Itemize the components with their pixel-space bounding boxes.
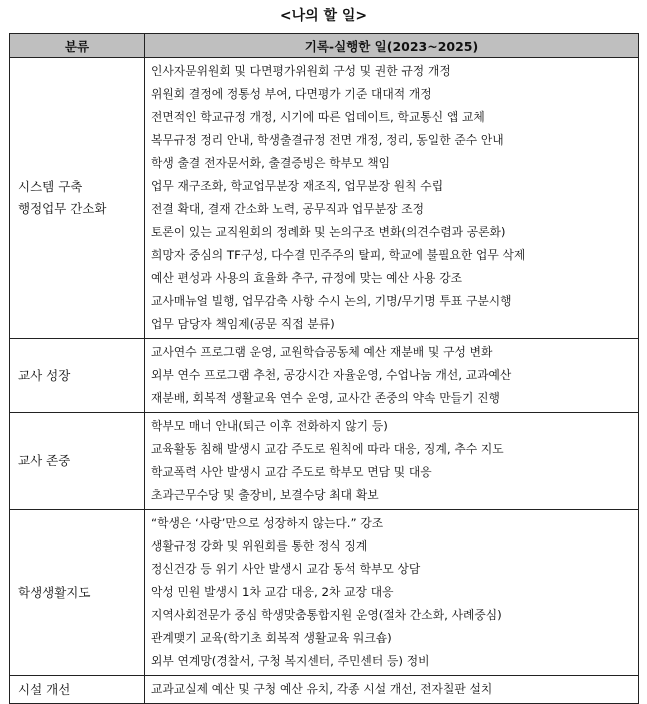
list-item: 복무규정 정리 안내, 학생출결규정 전면 개정, 정리, 동일한 준수 안내 bbox=[151, 133, 504, 147]
table-row bbox=[10, 676, 639, 704]
list-item: 외부 연계망(경찰서, 구청 복지센터, 주민센터 등) 정비 bbox=[151, 654, 430, 668]
category-line: 행정업무 간소화 bbox=[18, 201, 107, 216]
list-item: 업무 재구조화, 학교업무분장 재조직, 업무분장 원칙 수립 bbox=[151, 179, 444, 193]
category-line: 시설 개선 bbox=[18, 681, 71, 697]
row-category bbox=[10, 58, 145, 339]
row-items bbox=[145, 413, 639, 510]
list-item: 전면적인 학교규정 개정, 시기에 따른 업데이트, 학교통신 앱 교체 bbox=[151, 110, 485, 124]
list-item: 예산 편성과 사용의 효율화 추구, 규정에 맞는 예산 사용 강조 bbox=[151, 271, 462, 285]
list-item: 희망자 중심의 TF구성, 다수결 민주주의 탈피, 학교에 불필요한 업무 삭제 bbox=[151, 248, 526, 262]
list-item: 학부모 매너 안내(퇴근 이후 전화하지 않기 등) bbox=[151, 419, 388, 433]
table-header-row bbox=[10, 34, 639, 58]
category-line: 교사 성장 bbox=[18, 367, 71, 383]
row-items bbox=[145, 676, 639, 704]
row-category bbox=[10, 510, 145, 676]
list-item: 업무 담당자 책임제(공문 직접 분류) bbox=[151, 317, 335, 331]
list-item: “학생은 ‘사랑’만으로 성장하지 않는다.” 강조 bbox=[151, 516, 384, 530]
list-item: 외부 연수 프로그램 추천, 공강시간 자율운영, 수업나눔 개선, 교과예산 bbox=[151, 368, 512, 382]
table-row bbox=[10, 413, 639, 510]
category-line: 시스템 구축 bbox=[18, 179, 83, 194]
list-item: 전결 확대, 결재 간소화 노력, 공무직과 업무분장 조정 bbox=[151, 202, 425, 216]
list-item: 지역사회전문가 중심 학생맞춤통합지원 운영(절차 간소화, 사례중심) bbox=[151, 608, 502, 622]
list-item: 정신건강 등 위기 사안 발생시 교감 동석 학부모 상담 bbox=[151, 562, 421, 576]
task-record-table bbox=[9, 33, 639, 704]
row-category bbox=[10, 676, 145, 704]
list-item: 재분배, 회복적 생활교육 연수 운영, 교사간 존중의 약속 만들기 진행 bbox=[151, 391, 500, 405]
row-items bbox=[145, 339, 639, 413]
row-items bbox=[145, 58, 639, 339]
list-item: 토론이 있는 교직원회의 정례화 및 논의구조 변화(의견수렴과 공론화) bbox=[151, 225, 506, 239]
document-title: <나의 할 일> bbox=[279, 8, 368, 24]
category-line: 학생생활지도 bbox=[18, 584, 91, 600]
row-items bbox=[145, 510, 639, 676]
list-item: 교과교실제 예산 및 구청 예산 유치, 각종 시설 개선, 전자칠판 설치 bbox=[151, 682, 493, 696]
list-item: 교사연수 프로그램 운영, 교원학습공동체 예산 재분배 및 구성 변화 bbox=[151, 345, 493, 359]
row-category bbox=[10, 413, 145, 510]
row-category bbox=[10, 339, 145, 413]
header-category: 분류 bbox=[10, 34, 145, 58]
list-item: 위원회 결정에 정통성 부여, 다면평가 기준 대대적 개정 bbox=[151, 87, 432, 101]
list-item: 인사자문위원회 및 다면평가위원회 구성 및 권한 규정 개정 bbox=[151, 64, 451, 78]
header-record: 기록-실행한 일(2023~2025) bbox=[145, 34, 639, 58]
list-item: 학생 출결 전자문서화, 출결증빙은 학부모 책임 bbox=[151, 156, 391, 170]
list-item: 학교폭력 사안 발생시 교감 주도로 학부모 면담 및 대응 bbox=[151, 465, 432, 479]
list-item: 교육활동 침해 발생시 교감 주도로 원칙에 따라 대응, 징계, 추수 지도 bbox=[151, 442, 504, 456]
table-row bbox=[10, 510, 639, 676]
list-item: 생활규정 강화 및 위원회를 통한 정식 징계 bbox=[151, 539, 368, 553]
table-row bbox=[10, 58, 639, 339]
list-item: 초과근무수당 및 출장비, 보결수당 최대 확보 bbox=[151, 488, 379, 502]
list-item: 관계맺기 교육(학기초 회복적 생활교육 워크숍) bbox=[151, 631, 392, 645]
category-line: 교사 존중 bbox=[18, 453, 71, 468]
list-item: 교사매뉴얼 빌행, 업무감축 사항 수시 논의, 기명/무기명 투표 구분시행 bbox=[151, 294, 512, 308]
table-row bbox=[10, 339, 639, 413]
list-item: 악성 민원 발생시 1차 교감 대응, 2차 교장 대응 bbox=[151, 585, 394, 599]
